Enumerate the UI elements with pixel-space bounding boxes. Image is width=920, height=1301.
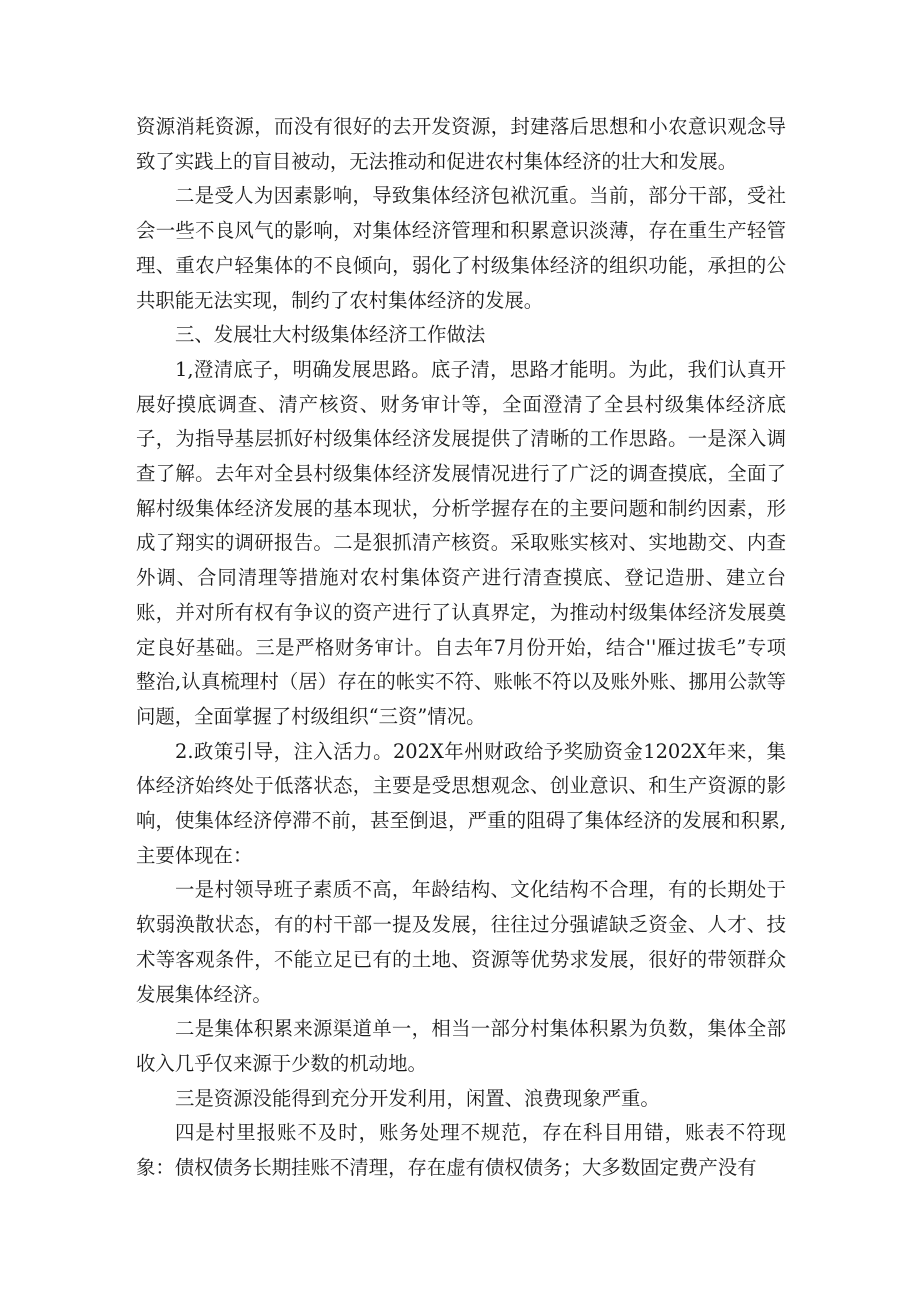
- section-heading: 三、发展壮大村级集体经济工作做法: [175, 323, 486, 347]
- paragraph: 二是受人为因素影响，导致集体经济包袱沉重。当前，部分干部，受社会一些不良风气的影响，对集体经济管理和积累意识淡薄，存在重生产轻管理、重农户轻集体的不良倾向，弱化了村级集体经济的组织功能，承担的公共职能无法实现，制约了农村集体经济的发展。: [136, 184, 786, 312]
- paragraph: 四是村里报账不及时，账务处理不规范，存在科目用错，账表不符现象：债权债务长期挂账不清理，存在虚有债权债务；大多数固定费产没有: [136, 1121, 786, 1180]
- paragraph: 一是村领导班子素质不高，年龄结构、文化结构不合理，有的长期处于软弱涣散状态，有的村干部一提及发展，往往过分强谑缺乏资金、人才、技术等客观条件，不能立足已有的土地、资源等优势求发展，很好的带领群众发展集体经济。: [136, 878, 786, 1006]
- paragraph: 1,澄清底子，明确发展思路。底子清，思路才能明。为此，我们认真开展好摸底调查、清产核资、财务审计等，全面澄清了全县村级集体经济底子，为指导基层抓好村级集体经济发展提供了清晰的工作思路。一是深入调查了解。去年对全县村级集体经济发展情况进行了广泛的调查摸底，全面了解村级集体经济发展的基本现状，分析学握存在的主要问题和制约因素，形成了翔实的调研报告。二是狠抓清产核资。采取账实核对、实地勘交、内查外调、合同清理等措施对农村集体资产进行清查摸底、登记造册、建立台账，并对所有权有争议的资产进行了认真界定，为推动村级集体经济发展奠定良好基础。三是严格财务审计。自去年7月份开始，结合''雁过拔毛”专项整治,认真梳理村（居）存在的帐实不符、账帐不符以及账外账、挪用公款等问题，全面掌握了村级组织“三资”情况。: [136, 357, 786, 728]
- document-body: [136, 110, 786, 1186]
- paragraph: 三是资源没能得到充分开发利用，闲置、浪费现象严重。: [175, 1086, 660, 1110]
- paragraph: 二是集体积累来源渠道单一，相当一部分村集体积累为负数，集体全部收入几乎仅来源于少数的机动地。: [136, 1017, 786, 1075]
- paragraph: 2.政策引导，注入活力。202X年州财政给予奖励资金1202X年来，集体经济始终处于低落状态，主要是受思想观念、创业意识、和生产资源的影响，使集体经济停滞不前，甚至倒退，严重的阻碍了集体经济的发展和积累,主要体现在：: [136, 739, 786, 867]
- paragraph: 资源消耗资源，而没有很好的去开发资源，封建落后思想和小农意识观念导致了实践上的盲目被动，无法推动和促进农村集体经济的壮大和发展。: [136, 115, 786, 173]
